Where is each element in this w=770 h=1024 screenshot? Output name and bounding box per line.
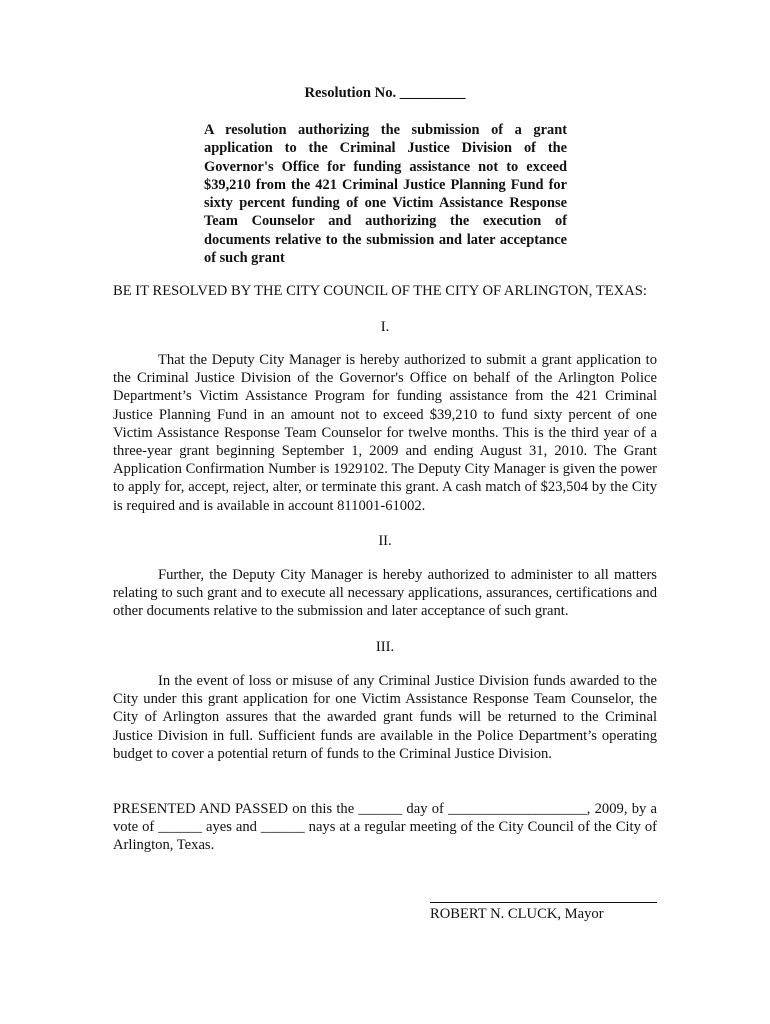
- section-number-3: III.: [375, 639, 395, 655]
- section-3-body: [113, 672, 657, 763]
- signature-line: [430, 902, 657, 903]
- section-3-paragraph: In the event of loss or misuse of any Criminal Justice Division funds awarded to the City under this grant application for one Victim Assistance Response Team Counselor, the City of Arlington assures that the awarded grant funds will be returned to the Criminal Justice Division in full. Sufficient funds are available in the Police Department’s operating budget to cover a potential return of funds to the Criminal Justice Division.: [113, 673, 657, 762]
- section-2-paragraph: Further, the Deputy City Manager is hereby authorized to administer to all matters relating to such grant and to execute all necessary applications, assurances, certifications and other documents relative to the submission and later acceptance of such grant.: [113, 567, 657, 620]
- resolved-clause: BE IT RESOLVED BY THE CITY COUNCIL OF THE CITY OF ARLINGTON, TEXAS:: [113, 283, 647, 299]
- section-1-body: [113, 351, 657, 515]
- mayor-signature-name: ROBERT N. CLUCK, Mayor: [430, 906, 604, 922]
- resolution-title: Resolution No. _________: [304, 85, 466, 101]
- section-1-paragraph: That the Deputy City Manager is hereby authorized to submit a grant application to the Criminal Justice Division of the Governor's Office on behalf of the Arlington Police Department’s Victim Assistance Program for funding assistance from the 421 Criminal Justice Planning Fund in an amount not to exceed $39,210 to fund sixty percent of one Victim Assistance Response Team Counselor for twelve months. This is the third year of a three-year grant beginning September 1, 2009 and ending August 31, 2010. The Grant Application Confirmation Number is 1929102. The Deputy City Manager is given the power to apply for, accept, reject, alter, or terminate this grant. A cash match of $23,504 by the City is required and is available in account 811001-61002.: [113, 352, 657, 514]
- resolution-caption: A resolution authorizing the submission of a grant application to the Criminal Justice Division of the Governor's Office for funding assistance not to exceed $39,210 from the 421 Criminal Justice Planning Fund for sixty percent funding of one Victim Assistance Response Team Counselor and authorizing the execution of documents relative to the submission and later acceptance of such grant: [204, 122, 567, 267]
- section-number-1: I.: [380, 319, 390, 335]
- presented-passed-clause: PRESENTED AND PASSED on this the ______ day of ___________________, 2009, by a vote of ______ ayes and ______ nays at a regular meeting of the City Council of the City of Arlington, Texas.: [113, 801, 657, 854]
- section-number-2: II.: [378, 533, 392, 549]
- section-2-body: [113, 566, 657, 621]
